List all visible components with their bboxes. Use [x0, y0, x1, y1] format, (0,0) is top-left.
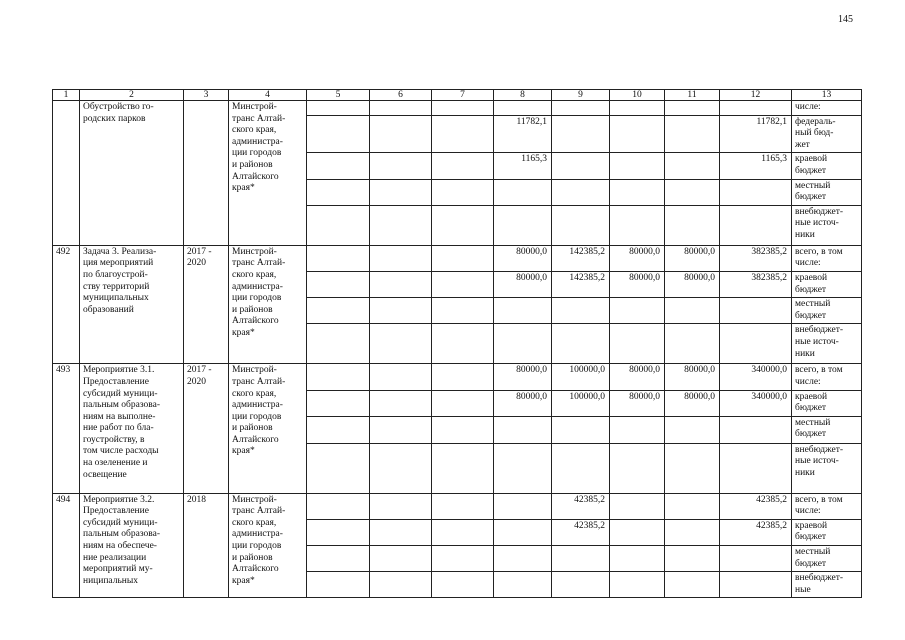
cell-c9: [552, 324, 610, 364]
cell-c3: 2017 - 2020: [184, 245, 229, 364]
cell-c6-empty: [370, 298, 432, 324]
cell-c5-empty: [307, 324, 370, 364]
cell-c2: Мероприятие 3.1. Предоставление субсидий муници- пальным образова- ниям на выполне- ние работ по бла- гоустройству, в том числе расходы на озеленение и освещение: [80, 364, 184, 493]
cell-c1: 492: [53, 245, 80, 364]
cell-c8: [494, 519, 552, 545]
cell-c5-empty: [307, 245, 370, 271]
cell-c12: [720, 179, 792, 205]
cell-c10: [610, 572, 665, 598]
cell-c13: краевой бюджет: [792, 519, 862, 545]
cell-c11: 80000,0: [665, 364, 720, 390]
cell-c7-empty: [432, 245, 494, 271]
program-table: [52, 89, 862, 598]
cell-c8: 11782,1: [494, 115, 552, 153]
cell-c3: [184, 101, 229, 246]
cell-c13: краевой бюджет: [792, 153, 862, 179]
cell-c11: [665, 153, 720, 179]
cell-c13: местный бюджет: [792, 179, 862, 205]
cell-c11: [665, 101, 720, 116]
cell-c9: [552, 416, 610, 443]
cell-c5-empty: [307, 101, 370, 116]
cell-c10: [610, 546, 665, 572]
cell-c10: [610, 101, 665, 116]
table-row: [53, 493, 862, 519]
cell-c8: [494, 179, 552, 205]
cell-c13: внебюджет- ные: [792, 572, 862, 598]
cell-c13: всего, в том числе:: [792, 364, 862, 390]
cell-c6-empty: [370, 416, 432, 443]
cell-c3: 2017 - 2020: [184, 364, 229, 493]
cell-c12: [720, 298, 792, 324]
cell-c11: 80000,0: [665, 271, 720, 297]
cell-c9: [552, 153, 610, 179]
cell-c9: 100000,0: [552, 390, 610, 416]
cell-c11: [665, 324, 720, 364]
cell-c9: [552, 546, 610, 572]
cell-c10: 80000,0: [610, 245, 665, 271]
cell-c10: [610, 205, 665, 245]
cell-c12: 382385,2: [720, 245, 792, 271]
cell-c3: 2018: [184, 493, 229, 598]
cell-c7-empty: [432, 115, 494, 153]
cell-c11: [665, 572, 720, 598]
cell-c10: [610, 493, 665, 519]
cell-c1: 494: [53, 493, 80, 598]
cell-c5-empty: [307, 390, 370, 416]
cell-c12: [720, 572, 792, 598]
cell-c13: всего, в том числе:: [792, 493, 862, 519]
cell-c9: 42385,2: [552, 519, 610, 545]
header-cell-7: 7: [432, 90, 494, 101]
cell-c11: [665, 546, 720, 572]
cell-c11: [665, 443, 720, 493]
cell-c11: [665, 493, 720, 519]
cell-c7-empty: [432, 416, 494, 443]
cell-c5-empty: [307, 298, 370, 324]
cell-c13: внебюджет- ные источ- ники: [792, 443, 862, 493]
cell-c7-empty: [432, 572, 494, 598]
cell-c10: [610, 179, 665, 205]
cell-c6-empty: [370, 546, 432, 572]
cell-c10: [610, 416, 665, 443]
cell-c10: 80000,0: [610, 390, 665, 416]
cell-c1: [53, 101, 80, 246]
cell-c13: числе:: [792, 101, 862, 116]
header-cell-2: 2: [80, 90, 184, 101]
cell-c12: [720, 443, 792, 493]
cell-c6-empty: [370, 443, 432, 493]
cell-c10: [610, 153, 665, 179]
cell-c9: [552, 179, 610, 205]
cell-c12: 42385,2: [720, 493, 792, 519]
cell-c12: [720, 416, 792, 443]
header-cell-5: 5: [307, 90, 370, 101]
cell-c8: [494, 493, 552, 519]
cell-c5-empty: [307, 546, 370, 572]
cell-c12: 340000,0: [720, 390, 792, 416]
cell-c5-empty: [307, 443, 370, 493]
page-number: 145: [838, 14, 853, 25]
header-cell-10: 10: [610, 90, 665, 101]
cell-c6-empty: [370, 390, 432, 416]
cell-c13: федераль- ный бюд- жет: [792, 115, 862, 153]
cell-c5-empty: [307, 416, 370, 443]
cell-c2: Задача 3. Реализа- ция мероприятий по благоустрой- ству территорий муниципальных образований: [80, 245, 184, 364]
cell-c7-empty: [432, 101, 494, 116]
cell-c12: 11782,1: [720, 115, 792, 153]
cell-c7-empty: [432, 390, 494, 416]
cell-c5-empty: [307, 572, 370, 598]
cell-c7-empty: [432, 271, 494, 297]
cell-c1: 493: [53, 364, 80, 493]
cell-c6-empty: [370, 271, 432, 297]
cell-c5-empty: [307, 364, 370, 390]
cell-c4: Минстрой- транс Алтай- ского края, администра- ции городов и районов Алтайского края*: [229, 101, 307, 246]
cell-c12: 1165,3: [720, 153, 792, 179]
cell-c8: [494, 205, 552, 245]
header-cell-9: 9: [552, 90, 610, 101]
header-cell-8: 8: [494, 90, 552, 101]
cell-c13: внебюджет- ные источ- ники: [792, 205, 862, 245]
cell-c8: 80000,0: [494, 245, 552, 271]
cell-c11: [665, 416, 720, 443]
header-cell-6: 6: [370, 90, 432, 101]
cell-c7-empty: [432, 546, 494, 572]
cell-c12: 42385,2: [720, 519, 792, 545]
cell-c11: [665, 519, 720, 545]
cell-c10: [610, 115, 665, 153]
cell-c6-empty: [370, 364, 432, 390]
cell-c2: Обустройство го- родских парков: [80, 101, 184, 246]
cell-c4: Минстрой- транс Алтай- ского края, администра- ции городов и районов Алтайского края*: [229, 245, 307, 364]
cell-c12: [720, 546, 792, 572]
cell-c12: 382385,2: [720, 271, 792, 297]
cell-c11: [665, 298, 720, 324]
cell-c10: [610, 519, 665, 545]
cell-c5-empty: [307, 115, 370, 153]
table-body: [53, 90, 862, 598]
cell-c6-empty: [370, 115, 432, 153]
cell-c4: Минстрой- транс Алтай- ского края, администра- ции городов и районов Алтайского края*: [229, 493, 307, 598]
cell-c10: 80000,0: [610, 364, 665, 390]
cell-c12: [720, 324, 792, 364]
cell-c9: [552, 101, 610, 116]
cell-c8: [494, 443, 552, 493]
cell-c7-empty: [432, 324, 494, 364]
cell-c8: [494, 572, 552, 598]
cell-c13: местный бюджет: [792, 546, 862, 572]
cell-c13: всего, в том числе:: [792, 245, 862, 271]
cell-c12: [720, 101, 792, 116]
cell-c11: 80000,0: [665, 245, 720, 271]
cell-c9: [552, 298, 610, 324]
header-cell-12: 12: [720, 90, 792, 101]
header-row: [53, 90, 862, 101]
table-row: [53, 364, 862, 390]
cell-c4: Минстрой- транс Алтай- ского края, администра- ции городов и районов Алтайского края*: [229, 364, 307, 493]
cell-c13: местный бюджет: [792, 416, 862, 443]
cell-c12: [720, 205, 792, 245]
cell-c6-empty: [370, 179, 432, 205]
cell-c9: [552, 443, 610, 493]
cell-c6-empty: [370, 101, 432, 116]
cell-c9: 142385,2: [552, 245, 610, 271]
cell-c10: [610, 443, 665, 493]
cell-c13: краевой бюджет: [792, 271, 862, 297]
cell-c5-empty: [307, 519, 370, 545]
cell-c6-empty: [370, 245, 432, 271]
cell-c9: 42385,2: [552, 493, 610, 519]
cell-c9: [552, 205, 610, 245]
cell-c7-empty: [432, 493, 494, 519]
cell-c11: [665, 115, 720, 153]
cell-c7-empty: [432, 298, 494, 324]
cell-c13: местный бюджет: [792, 298, 862, 324]
cell-c8: [494, 416, 552, 443]
cell-c11: 80000,0: [665, 390, 720, 416]
header-cell-13: 13: [792, 90, 862, 101]
cell-c8: [494, 298, 552, 324]
header-cell-4: 4: [229, 90, 307, 101]
cell-c8: 80000,0: [494, 390, 552, 416]
cell-c6-empty: [370, 572, 432, 598]
cell-c7-empty: [432, 519, 494, 545]
cell-c13: внебюджет- ные источ- ники: [792, 324, 862, 364]
cell-c8: [494, 101, 552, 116]
cell-c7-empty: [432, 364, 494, 390]
cell-c5-empty: [307, 153, 370, 179]
cell-c7-empty: [432, 179, 494, 205]
cell-c5-empty: [307, 205, 370, 245]
cell-c5-empty: [307, 271, 370, 297]
cell-c8: [494, 324, 552, 364]
cell-c5-empty: [307, 179, 370, 205]
header-cell-3: 3: [184, 90, 229, 101]
cell-c6-empty: [370, 153, 432, 179]
cell-c9: [552, 572, 610, 598]
cell-c10: 80000,0: [610, 271, 665, 297]
cell-c9: 142385,2: [552, 271, 610, 297]
cell-c6-empty: [370, 493, 432, 519]
table-row: [53, 245, 862, 271]
cell-c10: [610, 324, 665, 364]
header-cell-1: 1: [53, 90, 80, 101]
cell-c10: [610, 298, 665, 324]
cell-c6-empty: [370, 205, 432, 245]
cell-c8: [494, 546, 552, 572]
cell-c11: [665, 205, 720, 245]
cell-c12: 340000,0: [720, 364, 792, 390]
cell-c6-empty: [370, 519, 432, 545]
cell-c9: 100000,0: [552, 364, 610, 390]
cell-c6-empty: [370, 324, 432, 364]
cell-c8: 80000,0: [494, 271, 552, 297]
cell-c8: 1165,3: [494, 153, 552, 179]
cell-c9: [552, 115, 610, 153]
cell-c13: краевой бюджет: [792, 390, 862, 416]
cell-c11: [665, 179, 720, 205]
table-row: [53, 101, 862, 116]
cell-c7-empty: [432, 205, 494, 245]
cell-c5-empty: [307, 493, 370, 519]
cell-c7-empty: [432, 153, 494, 179]
cell-c8: 80000,0: [494, 364, 552, 390]
header-cell-11: 11: [665, 90, 720, 101]
cell-c7-empty: [432, 443, 494, 493]
cell-c2: Мероприятие 3.2. Предоставление субсидий муници- пальным образова- ниям на обеспече- ние реализации мероприятий му- ниципальных: [80, 493, 184, 598]
